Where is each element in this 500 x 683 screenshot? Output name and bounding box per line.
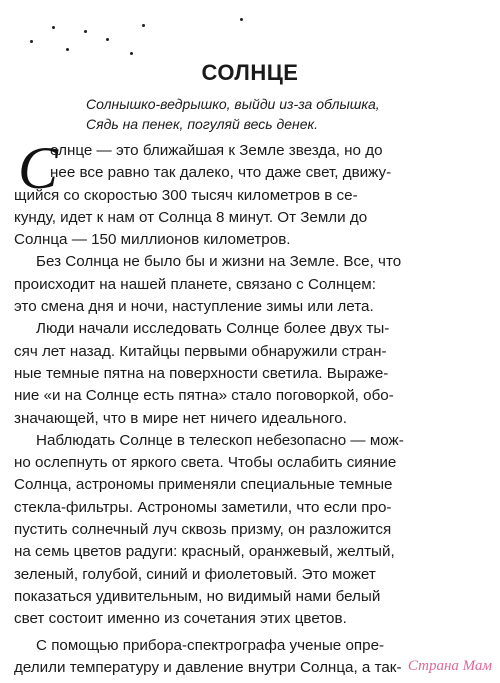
text-line: Люди начали исследовать Солнце более двух ты- [36, 320, 390, 338]
page-title: СОЛНЦЕ [201, 60, 299, 85]
text-line: на семь цветов радуги: красный, оранжевый, желтый, [14, 543, 395, 561]
text-line: кунду, идет к нам от Солнца 8 минут. От Земли до [14, 208, 368, 226]
paragraph [14, 251, 488, 318]
drop-cap: С [18, 135, 59, 201]
text-line: Без Солнца не было бы и жизни на Земле. Все, что [36, 253, 402, 271]
text-line: олнце — это ближайшая к Земле звезда, но до [50, 142, 383, 159]
paragraph [14, 430, 488, 631]
text-line: Наблюдать Солнце в телескоп небезопасно — мож- [36, 431, 404, 449]
text-line: стекла-фильтры. Астрономы заметили, что если про- [14, 498, 392, 516]
text-line: ние «и на Солнце есть пятна» стало поговоркой, обо- [14, 387, 394, 405]
text-line: делили температуру и давление внутри Солнца, а так- [14, 658, 402, 676]
paragraph [14, 135, 488, 251]
text-line: но ослепнуть от яркого света. Чтобы ослабить сияние [14, 454, 397, 472]
text-line: щийся со скоростью 300 тысяч километров в се- [14, 186, 358, 204]
paragraph [14, 318, 488, 429]
text-line: сяч лет назад. Китайцы первыми обнаружили стран- [14, 342, 387, 360]
text-line: показаться удивительным, но видимый нами белый [14, 587, 381, 605]
epigraph-line: Солнышко-ведрышко, выйди из-за облышка, [86, 96, 380, 112]
epigraph-line: Сядь на пенек, погуляй весь денек. [86, 116, 319, 132]
article-body [14, 135, 488, 679]
watermark-logo: Страна Мам [407, 658, 492, 674]
text-line: ные темные пятна на поверхности светила. Выраже- [14, 364, 389, 382]
text-line: происходит на нашей планете, связано с Солнцем: [14, 275, 376, 293]
text-line: зеленый, голубой, синий и фиолетовый. Это может [14, 565, 376, 583]
text-line: нее все равно так далеко, что даже свет, движу- [50, 164, 392, 182]
text-line: пустить солнечный луч сквозь призму, он разложится [14, 521, 392, 539]
text-line: значающей, что в мире нет ничего идеального. [14, 409, 347, 427]
text-line: Солнца, астрономы применяли специальные темные [14, 476, 393, 494]
text-line: свет состоит именно из сочетания этих цветов. [14, 610, 347, 628]
text-line: С помощью прибора-спектрографа ученые опре- [36, 636, 385, 654]
epigraph [86, 94, 466, 134]
text-line: Солнца — 150 миллионов километров. [14, 231, 291, 249]
text-line: это смена дня и ночи, наступление зимы или лета. [14, 298, 374, 316]
